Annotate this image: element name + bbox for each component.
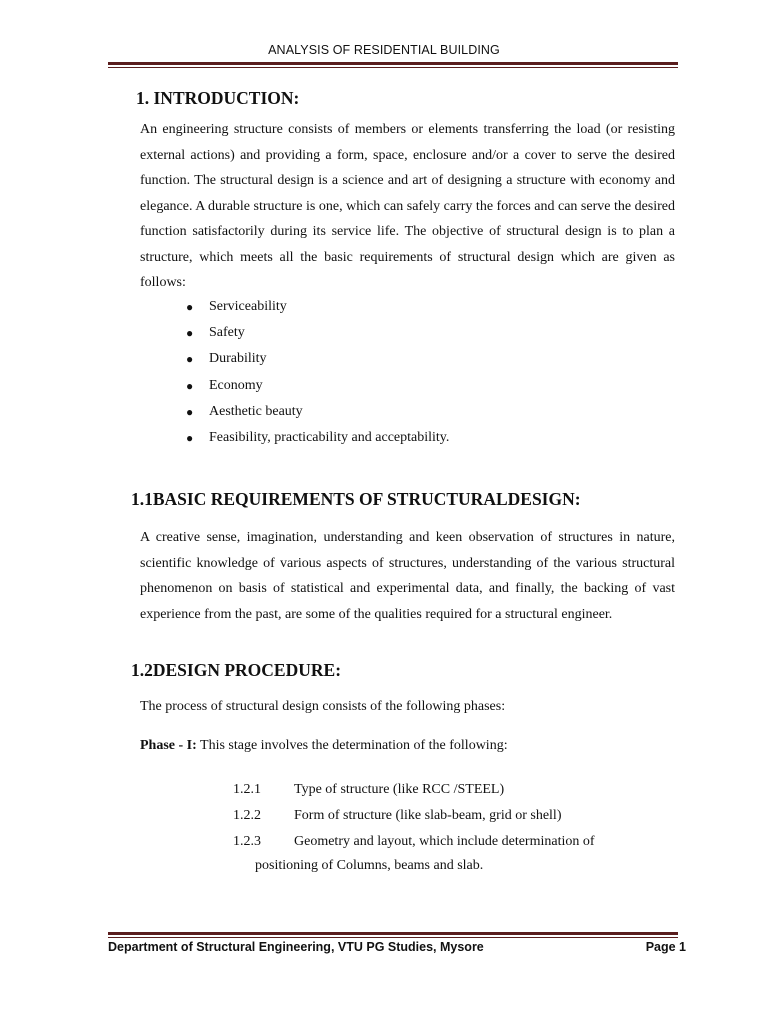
bullet-text: Aesthetic beauty xyxy=(209,403,303,419)
list-item xyxy=(233,803,595,829)
design-procedure-heading: 1.2DESIGN PROCEDURE: xyxy=(131,660,342,680)
bullet-text: Serviceability xyxy=(209,299,287,314)
bullet-icon: ● xyxy=(186,430,194,445)
item-text: Form of structure (like slab-beam, grid or shell) xyxy=(294,808,562,823)
phase-items-list xyxy=(233,777,595,855)
basic-requirements-heading: 1.1BASIC REQUIREMENTS OF STRUCTURALDESIGN: xyxy=(131,489,581,509)
bullet-icon: ● xyxy=(186,404,194,419)
item-continuation-text: positioning of Columns, beams and slab. xyxy=(255,858,484,873)
footer-department: Department of Structural Engineering, VTU PG Studies, Mysore xyxy=(108,940,484,954)
item-text: Geometry and layout, which include determination of xyxy=(294,834,595,849)
item-number: 1.2.3 xyxy=(233,834,261,849)
design-procedure-intro: The process of structural design consists of the following phases: xyxy=(140,699,506,714)
bullet-text: Economy xyxy=(209,377,263,393)
list-item xyxy=(186,425,449,451)
bullet-icon: ● xyxy=(186,326,194,341)
phase-one-line xyxy=(140,733,675,759)
header-rule-thin xyxy=(108,67,678,68)
bullet-icon: ● xyxy=(186,300,194,314)
bullet-icon: ● xyxy=(186,352,194,367)
list-item xyxy=(233,777,595,803)
bullet-icon: ● xyxy=(186,378,194,393)
basic-requirements-paragraph: A creative sense, imagination, understanding and keen observation of structures in nature, scientific knowledge of various aspects of structures, understanding of the various structural phenomenon on basis of statistical and experimental data, and finally, the backing of vast experience from the past, are some of the qualities required for a structural engineer. xyxy=(140,530,675,622)
footer-rule-thick xyxy=(108,932,678,935)
list-item xyxy=(186,320,449,346)
header-rule-thick xyxy=(108,62,678,65)
footer-rule-thin xyxy=(108,937,678,938)
list-item xyxy=(233,829,595,855)
item-number: 1.2.2 xyxy=(233,808,261,823)
bullet-text: Safety xyxy=(209,325,245,341)
bullet-text: Feasibility, practicability and acceptability. xyxy=(209,429,450,445)
list-item xyxy=(186,294,449,320)
list-item xyxy=(186,399,449,425)
bullet-text: Durability xyxy=(209,351,267,367)
introduction-heading: 1. INTRODUCTION: xyxy=(136,88,300,108)
phase-text: This stage involves the determination of the following: xyxy=(196,738,508,753)
footer-page-number: Page 1 xyxy=(645,940,686,954)
item-text: Type of structure (like RCC /STEEL) xyxy=(294,782,505,797)
requirements-bullet-list xyxy=(186,294,449,451)
phase-label: Phase - I: xyxy=(140,738,197,753)
item-number: 1.2.1 xyxy=(233,782,261,797)
introduction-paragraph: An engineering structure consists of members or elements transferring the load (or resisting external actions) and providing a form, space, enclosure and/or a cover to serve the desired function. The structural design is a science and art of designing a structure with economy and elegance. A durable structure is one, which can safely carry the forces and can serve the desired function satisfactorily during its service life. The objective of structural design is to plan a structure, which meets all the basic requirements of structural design which are given as follows: xyxy=(140,122,675,290)
list-item xyxy=(186,373,449,399)
page-header-title: ANALYSIS OF RESIDENTIAL BUILDING xyxy=(268,43,500,57)
list-item xyxy=(186,346,449,372)
